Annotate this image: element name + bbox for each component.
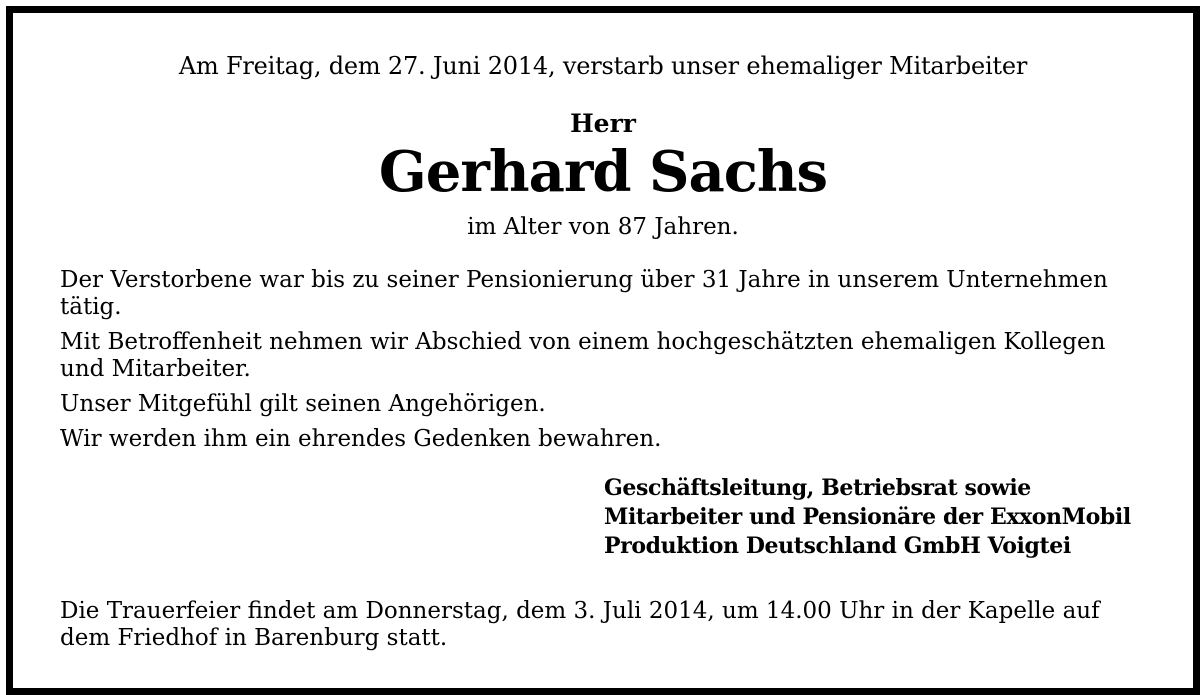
signature-block [604,474,1131,561]
body-paragraph: Wir werden ihm ein ehrendes Gedenken bewahren. [60,426,662,452]
age-line: im Alter von 87 Jahren. [467,214,739,240]
intro-line: Am Freitag, dem 27. Juni 2014, verstarb unser ehemaliger Mitarbeiter [178,52,1028,80]
obituary-frame [6,6,1200,695]
deceased-name: Gerhard Sachs [378,139,828,205]
signature-line: Produktion Deutschland GmbH Voigtei [604,533,1071,559]
body-paragraph: Mit Betroffenheit nehmen wir Abschied von einem hochgeschätzten ehemaligen Kollegen und Mitarbeiter. [60,329,1106,382]
obituary-body [60,267,1155,461]
honorific: Herr [570,109,636,138]
signature-line: Geschäftsleitung, Betriebsrat sowie [604,475,1031,501]
body-paragraph: Der Verstorbene war bis zu seiner Pensionierung über 31 Jahre in unserem Unternehmen tätig. [60,267,1108,320]
signature-line: Mitarbeiter und Pensionäre der ExxonMobil [604,504,1131,530]
body-paragraph: Unser Mitgefühl gilt seinen Angehörigen. [60,391,546,417]
funeral-info: Die Trauerfeier findet am Donnerstag, dem 3. Juli 2014, um 14.00 Uhr in der Kapelle auf dem Friedhof in Barenburg statt. [60,598,1100,651]
